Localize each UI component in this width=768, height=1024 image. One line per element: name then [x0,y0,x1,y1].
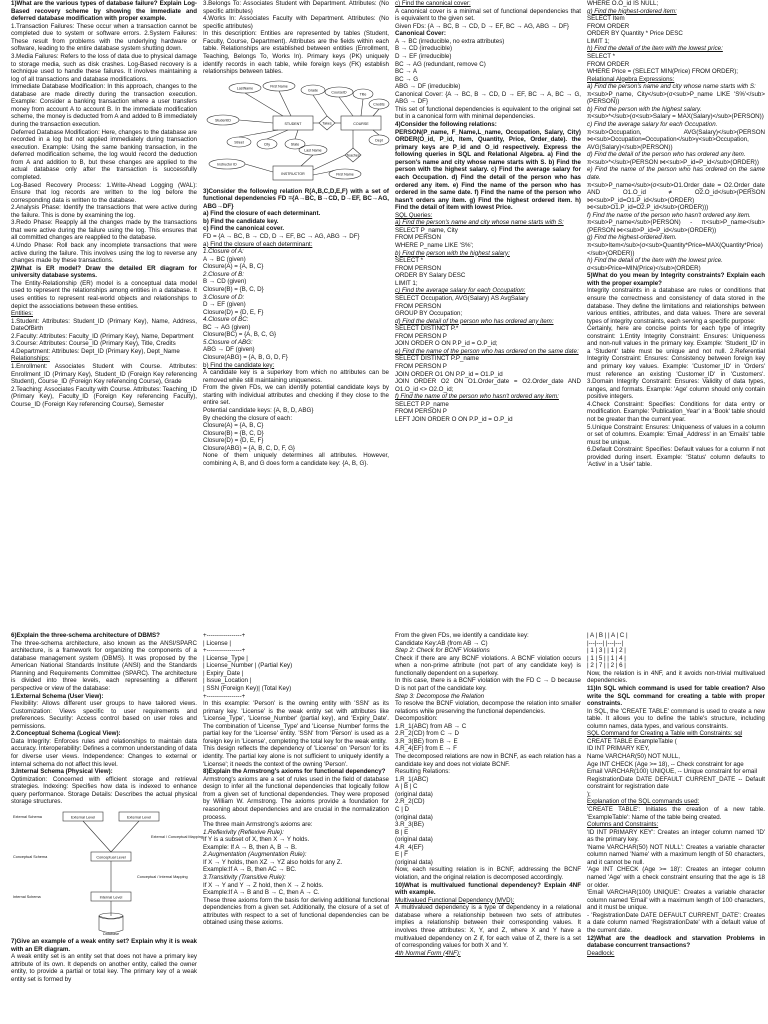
text-paragraph: 3.Transitivity (Transitive Rule): [203,874,286,881]
text-paragraph: b) Find the person with the highest salary: [395,249,510,257]
text-paragraph: b) Find the person with the highest salary. [587,105,702,113]
text-paragraph: Example: If A → B, then A, B → B. [203,843,297,851]
text-paragraph: | License_Type | [203,654,248,662]
bottom-page [0,632,768,1024]
text-paragraph: 5.Unique Constraint: Ensures: Uniqueness of values in a column or set of columns. Example: 'Email_Address' in an 'Emails' table must be unique. [587,423,765,446]
text-paragraph: The three-schema architecture, also known as the ANSI/SPARC architecture, is a framework for organizing the components of a database management system (DBMS). It was proposed by the American National Standards Institute (ANSI) and the Standards Planning and Requirements Committee (SPARC). The architecture is divided into three levels, each representing a different perspective or view of the database: [11,639,197,692]
er-label-attr-9: Credits [373,101,385,106]
er-label-attr-6: State [290,141,300,146]
text-paragraph: 5)What do you mean by Integrity constraints? Explain each with the proper example? [587,272,765,287]
text-paragraph: In this description: Entities are represented by tables (Student, Faculty, Course, Department). Attributes are the fields within each table. Relationships are established between entities (Enrollment, Teaching, Belongs To, Works In). Primary keys (PK) uniquely identify records in each table, while foreign keys (FK) establish relationships between tables. [203,30,389,76]
text-paragraph: The Entity-Relationship (ER) model is a conceptual data model used to represent the relationships among entities in a database. It uses entities to represent real-world objects and relationships to depict the associations between these entities. [11,279,197,310]
text-paragraph: Entities: [11,310,34,318]
text-paragraph: B | E [395,828,409,836]
text-paragraph: Canonical Cover: [395,30,446,38]
text-paragraph: π<sub>P_name</sub>(σ<sub>O1.Order_date = O2.Order_date AND O1.O_id ≠ O2.O_id</sub>(PERSON ⋈<sub>P_id=O1.P_id</sub>(ORDER) ⋈<sub>O1.P_id=O2.P_id</sub>(ORDER))) [587,181,765,212]
text-paragraph: Canonical Cover: {A → BC, B → CD, D → EF, BC → A, BC → G, ABG → DF} [395,90,581,106]
schema-label-ext-conc-mapping: External / Conceptual Mapping [151,834,203,839]
text-paragraph: A candidate key is a superkey from which no attributes can be removed while still maintaining uniqueness. [203,369,389,384]
er-label-attr-4: Street [234,139,244,144]
text-paragraph: h) Find the detail of the item with the lowest price: [587,45,723,53]
text-paragraph: 3.R_3(BE) [395,821,424,829]
text-paragraph: a) Find the person's name and city whose name starts with S: [395,219,564,227]
text-paragraph: Certainly, here are concise points for each type of integrity constraint: 1.Entity Integrity Constraint: Ensures: Uniqueness and non-null values in the primary key. Example: 'Student_ID' in a 'Student' table must be unique and not null. 2.Referential Integrity Constraint: Ensures: Consistency between foreign key and primary key values. Example: 'Customer_ID' in 'Orders' must reference an existing 'Customer_ID' in 'Customers'. 3.Domain Integrity Constraint: Ensures: Validity of data types, ranges, and formats. Example: 'Age' column should only contain positive integers. [587,325,765,401]
er-label-attr-10: Dept [375,137,383,142]
top-column-3 [392,0,584,630]
text-paragraph: SELECT * [587,52,616,60]
er-label-student: STUDENT [284,121,302,126]
text-paragraph: SELECT P.P_name [395,400,449,408]
er-label-attr-11: Instructor ID [217,161,237,166]
text-paragraph: 2.Faculty: Attributes: Faculty_ID (Primary Key), Name, Department [11,332,194,340]
text-paragraph: 1.Transaction Failures: These occur when a transaction cannot be completed due to system or software errors. 2.System Failures: These result from problems with the underlying hardware or software, leading to the entire database system shutting down. [11,22,197,53]
er-label-attr-3: StudentID [215,117,231,122]
text-paragraph: 11)In SQL which command is used for table creation? Also write the SQL command for creating a table with proper constraints. [587,684,765,708]
text-paragraph: 6.Default Constraint: Specifies: Default values for a column if not provided during insert. Example: 'Status' column defaults to 'Active' in a 'User' table. [587,446,765,469]
text-paragraph: FROM PERSON [395,234,442,242]
text-paragraph: Closure(D) = {D, E, F} [203,437,264,445]
text-paragraph: g) Find the highest-ordered item: [587,7,677,15]
bottom-column-2 [200,632,392,1024]
text-paragraph: 'Name VARCHAR(50) NOT NULL': Creates a variable character column named 'Name' with a maximum length of 50 characters, and it cannot be null. [587,843,765,866]
text-paragraph: 2.Closure of B: [203,270,244,278]
text-paragraph: (original data) [395,858,433,866]
text-paragraph: In this example: 'Person' is the owning entity with 'SSN' as its primary key. 'License' is the weak entity set with attributes like 'License_Type', 'License_Number' (partial key), and 'Expiry_Date'. The combination of 'License_Type' and 'License_Number' forms the partial key for the 'License' entity. 'SSN' from 'Person' is used as a foreign key in 'License', completing the total key for the weak entity. [203,700,389,745]
text-paragraph: 6)Explain the three-schema architecture of DBMS? [11,632,160,639]
text-paragraph: A | B | C [395,783,418,791]
text-paragraph: This design reflects the dependency of 'License' on 'Person' for its identity. The partial key alone is not sufficient to uniquely identify a 'License'; it needs the context of the owning 'Person'. [203,745,389,768]
text-paragraph: Example:If A → B, then AC → BC. [203,866,297,874]
text-paragraph: Columns and Constraints: [587,821,659,829]
text-paragraph: 4.Works In: Associates Faculty with Department. Attributes: (No specific attributes) [203,15,389,30]
text-paragraph: Relationships: [11,355,50,363]
text-paragraph: E | F [395,851,408,859]
text-paragraph: Armstrong's axioms are a set of rules used in the field of database design to infer all the functional dependencies that logically follow from a given set of functional dependencies. They were proposed by William W. Armstrong. The axioms provide a foundation for reasoning about dependencies and are crucial in the normalization process. [203,775,389,821]
text-paragraph: | 1 | 3 | | 1 | 2 | [587,647,626,655]
top-column-4 [584,0,768,630]
text-paragraph: 3.Course: Attributes: Course_ID (Primary Key), Title, Credits [11,340,176,348]
text-paragraph: +-----------------+ [203,647,246,655]
bottom-column-4 [584,632,768,1024]
text-paragraph: 7)Give an example of a weak entity set? Explain why it is weak with an ER diagram. [11,937,197,953]
text-paragraph: 3.Closure of D: [203,293,245,301]
text-paragraph: h) Find the detail of the item with the lowest price. [587,257,723,265]
text-paragraph: +-----------------+ [203,632,246,639]
er-label-attr-2: Grade [308,87,318,92]
text-paragraph: b) Find the candidate key. [203,217,279,225]
text-paragraph: e) Find the name of the person who has ordered on the same date: [395,347,579,355]
text-paragraph: SELECT * [395,257,424,265]
text-paragraph: 12)What are the deadlock and starvation Problems in database concurrent transactions? [587,934,765,950]
er-label-attr-1: First Name [270,83,288,88]
text-paragraph: 1.Student: Attributes: Student_ID (Primary Key), Name, Address, DateOfBirth [11,317,197,333]
schema-label-external-schema: External Schema [13,814,42,819]
text-paragraph: Step 3: Decompose the Relation [395,692,485,700]
er-label-attr-0: LastName [236,85,254,90]
text-paragraph: C | D [395,805,409,813]
text-paragraph: 2.R_2(CD) from C → D [395,730,459,738]
text-paragraph: Immediate Database Modification: In this approach, changes to the database are made directly during the transaction execution. Example: Consider a banking transaction where a user transfers money from account A to account B. In the immediate modification scheme, the money is deducted from A and added to B immediately during the transaction execution. [11,83,197,128]
text-paragraph: 3.R_3(BE) from B → E [395,737,458,745]
er-diagram [203,78,389,186]
text-paragraph: Closure(BC) = {A, B, C, G} [203,331,277,339]
text-paragraph: (original data) [395,836,433,844]
text-paragraph: Resulting Relations: [395,768,451,776]
text-paragraph: SELECT Occupation, AVG(Salary) AS AvgSalary [395,294,529,302]
er-label-attr-13: First Name [336,171,354,176]
bottom-column-1-text [11,632,197,806]
text-paragraph: Closure(B) = {B, C, D} [203,285,264,293]
text-paragraph: 3.Internal Schema (Physical View): [11,768,113,776]
text-paragraph: Name VARCHAR(50) NOT NULL, [587,753,680,760]
text-paragraph: 2.R_2(CD) [395,798,425,806]
text-paragraph: Log-Based Recovery Process: 1.Write-Ahead Logging (WAL): Ensure that log records are written to the log before the corresponding data is written to the database. [11,181,197,204]
text-paragraph: FROM PERSON P [395,332,447,340]
text-paragraph: BC → A [395,68,418,76]
text-paragraph: The three main Armstrong's axioms are: [203,821,313,829]
text-paragraph: The decomposed relations are now in BCNF, as each relation has a candidate key and does not violate BCNF. [395,753,581,768]
text-paragraph: (original data) [395,813,433,821]
schema-label-internal-level: Internal Level [99,895,123,900]
text-paragraph: If X → Y holds, then XZ → YZ also holds for any Z. [203,858,343,866]
text-paragraph: Given FDs: {A → BC, B → CD, D → EF, BC → AG, ABG → DF} [395,22,569,30]
text-paragraph: From the given FDs, we identify a candidate key: [395,632,529,639]
text-paragraph: 2)What is ER model? Draw the detailed ER diagram for university database systems. [11,264,197,280]
text-paragraph: LIMIT 1; [395,279,418,287]
text-paragraph: ORDER BY Quantity * Price DESC [587,30,683,38]
text-paragraph: - 'RegistrationDate DATE DEFAULT CURRENT_DATE': Creates a date column named 'RegistrationDate' with a default value of the current date. [587,911,765,934]
text-paragraph: A → BC (irreducible, no extra attributes) [395,37,505,45]
text-paragraph: Potential candidate keys: {A, B, D, ABG} [203,406,314,414]
text-paragraph: FROM PERSON [395,264,442,272]
text-paragraph: a) Find the person's name and city whose name starts with S: [587,83,756,91]
text-paragraph: FROM PERSON P [395,408,447,416]
text-paragraph: c) Find the canonical cover: [395,0,471,7]
text-paragraph: LEFT JOIN ORDER O ON P.P_id = O.P_id [395,415,513,423]
schema-label-external-level-1: External Level [70,815,96,820]
text-paragraph: Explanation of the SQL commands used: [587,798,700,806]
text-paragraph: | 1 | 5 | | 1 | 4 | [587,654,626,662]
text-paragraph: 1.Closure of A: [203,248,244,256]
text-paragraph: π<sub>P_name</sub>(PERSON) - π<sub>P_name</sub>(PERSON ⋈<sub>P_id=P_id</sub>(ORDER)) [587,219,765,234]
text-paragraph: ORDER BY Salary DESC [395,272,466,280]
bottom-column-3 [392,632,584,1024]
text-paragraph: CREATE TABLE ExampleTable ( [587,737,677,745]
text-paragraph: B → CD (irreducible) [395,45,453,53]
text-paragraph: 'ID INT PRIMARY KEY': Creates an integer column named 'ID' as the primary key. [587,828,765,844]
text-paragraph: g) Find the highest-ordered item. [587,234,677,242]
text-paragraph: FROM PERSON [395,302,442,310]
text-paragraph: d) Find the detail of the person who has ordered any item: [395,317,554,325]
text-paragraph: 4th Normal Form (4NF): [395,949,461,957]
text-paragraph: 'Email VARCHAR(100) UNIQUE': Creates a variable character column named 'Email' with a maximum length of 100 characters, and it must be unique. [587,889,765,912]
text-paragraph: In SQL, the 'CREATE TABLE' command is used to create a new table. It allows you to define the table's structure, including column names, data types, and various constraints. [587,707,765,730]
top-column-2-intro [203,0,389,76]
text-paragraph: |---|---| |---|---| [587,639,624,647]
text-paragraph: c) Find the average salary for each Occupation: [395,287,526,295]
text-paragraph: FROM PERSON P [395,363,447,370]
text-paragraph: FROM ORDER [587,22,630,30]
text-paragraph: SELECT P_name, City [395,226,458,234]
text-paragraph: c) Find the average salary for each Occupation. [587,121,718,128]
text-paragraph: π<sub>Item</sub>(σ<sub>Quantity*Price=MAX(Quantity*Price)</sub>(ORDER)) [587,242,763,257]
text-paragraph: 3.Belongs To: Associates Student with Department. Attributes: (No specific attributes) [203,0,389,15]
text-paragraph: PERSON(P_name, F_Name,L_name, Occupation, Salary, City) ORDER(O_id, P_id, Item, Quantity, Price, Order_date). the primary keys are P_id and O_id respectively. Express the following queries in SQL and Relational Algebra. a) Find the person's name and city whose name starts with S. b) Find the person with the highest salary. c) Find the average salary for each Occupation. d) Find the detail of the person who has ordered any item. e) Find the name of the person who has ordered in the same date. f) Find the name of the person who hasn't orders any item. g) Find the highest ordered item. h) Find the detail of item with lowest Price. [395,128,581,212]
text-paragraph: Now, the relation is in 4NF, and it avoids non-trivial multivalued dependencies. [587,669,765,685]
er-label-attr-5: City [263,141,271,146]
text-paragraph: 3.Redo Phase: Reapply all the changes made by the transactions that were active during the failure using the log. This ensures that all committed changes are reapplied to the database. [11,219,197,242]
text-paragraph: 1.R_1(ABC) from AB → C [395,722,467,730]
text-paragraph: f) Find the name of the person who hasn't ordered any item: [395,393,559,401]
text-paragraph: | License | [203,639,231,647]
text-paragraph: FD = {A → BC, B → CD, D → EF, BC → AG, ABG → DF} [203,233,360,240]
text-paragraph: 1.R_1(ABC) [395,775,429,783]
text-paragraph: If Y is a subset of X, then X → Y holds. [203,836,310,844]
text-paragraph: 4.R_4(EF) from E → F [395,745,457,753]
text-paragraph: 4.Undo Phase: Roll back any incomplete transactions that were active during the failure. This involves using the log to reverse any changes made by these transactions. [11,242,197,265]
text-paragraph: +-----------------+ [203,692,246,700]
text-paragraph: f) Find the name of the person who hasn't ordered any item. [587,211,751,219]
text-paragraph: Data Integrity: Enforces rules and relationships to maintain data accuracy. Interoperability: Defines a common understanding of data for diverse user views. Independence: Changes to external or internal schema do not affect this level. [11,737,197,768]
schema-label-conc-int-mapping: Conceptual / Internal Mapping [137,874,188,879]
text-paragraph: BC → AG (redundant, remove C) [395,60,486,68]
schema-label-conceptual-level: Conceptual Level [96,855,126,860]
text-paragraph: 8)Explain the Armstrong's axioms for functional dependency? [203,768,386,776]
text-paragraph: π<sub>*</sub>(PERSON ⋈<sub>P_id=P_id</sub>(ORDER)) [587,158,759,166]
bottom-column-1 [8,632,203,1024]
text-paragraph: 'CREATE TABLE': Initiates the creation of a new table. 'ExampleTable': Name of the table being created. [587,805,765,821]
bottom-column-1-weak-entity [11,938,197,983]
text-paragraph: Email VARCHAR(100) UNIQUE, -- Unique constraint for email [587,768,758,776]
text-paragraph: 4.Closure of BC: [203,316,249,324]
text-paragraph: From the given FDs, we can identify potential candidate keys by starting with individual attributes and checking if they close to the entire set. [203,384,389,407]
text-paragraph: 2.Analysis Phase: Identify the transactions that were active during the failure. This is done by examining the log. [11,204,197,219]
text-paragraph: Integrity constraints in a database are rules or conditions that ensure the correctness and consistency of data stored in the database. They define the limitations and relationships between various entities, attributes, and data values. There are several types of integrity constraints, each serving a specific purpose: [587,287,765,325]
text-paragraph: WHERE O.O_id IS NULL; [587,0,659,7]
text-paragraph: Closure(ABG) = {A, B, G, D, F} [203,354,288,361]
text-paragraph: To resolve the BCNF violation, decompose the relation into smaller relations while preserving the functional dependencies. [395,700,581,715]
top-column-2-fd [203,188,389,468]
text-paragraph: Relational Algebra Expressions: [587,75,675,83]
er-label-instructor: INSTRUCTOR [281,171,305,176]
text-paragraph: d) Find the detail of the person who has ordered any item. [587,151,746,159]
text-paragraph: FROM ORDER [587,60,630,68]
schema-label-conceptual-schema: Conceptual Schema [13,854,48,859]
text-paragraph: ); [587,790,591,798]
text-paragraph: | Issue_Location | [203,677,252,685]
text-paragraph: 10)What is multivalued functional dependency? Explain 4NF with example. [395,881,581,897]
text-paragraph: This set of functional dependencies is equivalent to the original set but in a canonical form with minimal dependencies. [395,105,581,121]
text-paragraph: Now, each resulting relation is in BCNF, addressing the BCNF violation, and the original relation is decomposed accordingly. [395,866,581,881]
text-paragraph: 2.Augmentation (Augmentation Rule): [203,851,307,859]
er-label-teaches: Teaches [346,153,360,158]
text-paragraph: 4.Check Constraint: Specifies: Conditions for data entry or modification. Example: 'Publication_Year' in a 'Book' table should not be greater than the current year. [587,400,765,423]
text-paragraph: JOIN ORDER O1 ON P.P_id = O1.P_id [395,370,503,378]
text-paragraph: π<sub>Occupation, AVG(Salary)</sub>(PERSON ⋈<sub>Occupation=Occupation</sub>γ<sub>Occupation, AVG(Salary)</sub>(PERSON)) [587,128,765,151]
text-paragraph: σ<sub>Price=MIN(Price)</sub>(ORDER) [587,264,701,272]
text-paragraph: ID INT PRIMARY KEY, [587,745,650,753]
text-paragraph: 4)Consider the following relations: [395,121,497,128]
top-column-1 [8,0,200,630]
text-paragraph: LIMIT 1; [587,37,610,45]
er-label-attr-12: Last Name [304,147,322,152]
text-paragraph: SQL Queries: [395,211,433,219]
text-paragraph: Deferred Database Modification: Here, changes to the database are recorded in a log but not applied immediately during transaction execution. Example: Using the same banking transaction, in the deferred modification scheme, the log would record the deduction from A and addition to B, but these changes are applied to the actual database only after the transaction is successfully completed. [11,128,197,181]
text-paragraph: ABG → DF (given) [203,346,255,354]
text-paragraph: Closure(B) = {B, C, D} [203,429,264,437]
text-paragraph: A canonical cover is a minimal set of functional dependencies that is equivalent to the given set. [395,7,581,23]
text-paragraph: (original data) [395,790,433,798]
text-paragraph: Closure(A) = {A, B, C} [203,263,264,271]
schema-label-internal-schema: Internal Schema [13,894,41,899]
text-paragraph: 5.Closure of ABG: [203,338,253,346]
text-paragraph: B → CD (given) [203,278,247,286]
text-paragraph: 'Age INT CHECK (Age >= 18)': Creates an integer column named 'Age' with a check constraint ensuring that the age is 18 or older. [587,866,765,889]
text-paragraph: b) Find the candidate key: [203,361,275,369]
text-paragraph: Deadlock: [587,949,615,957]
text-paragraph: SELECT Item [587,15,625,23]
text-paragraph: 2.Conceptual Schema (Logical View): [11,730,121,738]
text-paragraph: If X → Y and Y → Z hold, then X → Z holds. [203,881,324,889]
text-paragraph: SELECT DISTINCT P.* [395,325,459,333]
text-paragraph: Step 2: Check for BCNF Violations [395,647,490,655]
text-paragraph: c) Find the canonical cover. [203,225,285,233]
top-column-2 [200,0,392,630]
text-paragraph: These three axioms form the basis for deriving additional functional dependencies from a given set. Additionally, the closure of a set of attributes with respect to a set of functional dependencies can be obtained using these axioms. [203,896,389,927]
text-paragraph: ABG → DF (irreducible) [395,83,461,91]
text-paragraph: Closure(A) = {A, B, C} [203,422,264,430]
text-paragraph: π<sub>*</sub>(σ<sub>Salary = MAX(Salary)</sub>(PERSON)) [587,113,764,121]
text-paragraph: 1.Enrollment: Associates Student with Course. Attributes: Enrollment_ID (Primary Key), Student_ID (Foreign Key referencing Student), Course_ID (Foreign Key referencing Course), Grade [11,363,197,386]
text-paragraph: JOIN ORDER O2 ON O1.Order_date = O2.Order_date AND O1.O_id <> O2.O_id; [395,378,581,393]
text-paragraph: | Expiry_Date | [203,669,244,677]
text-paragraph: 4.Department: Attributes: Dept_ID (Primary Key), Dept_Name [11,347,180,355]
text-paragraph: WHERE P_name LIKE 'S%'; [395,242,474,249]
text-paragraph: In this case, there is a BCNF violation with the FD C → D because D is not part of the candidate key. [395,677,581,692]
text-paragraph: | License_Number | (Partial Key) [203,662,293,670]
text-paragraph: BC → AG (given) [203,323,251,331]
text-paragraph: Multivalued Functional Dependency (MVD): [395,896,515,904]
text-paragraph: 3.Media Failures: Refers to the loss of data due to physical damage to storage media, such as disk crashes. Log-Based recovery is a technique used to handle these failures. It involves maintaining a log of all transactions and database modifications. [11,52,197,83]
text-paragraph: Flexibility: Allows different user groups to have tailored views. Customization: Views specific to user requirements and preferences. Security: Access control based on user roles and permissions. [11,700,197,730]
text-paragraph: | SSN (Foreign Key)| (Total Key) [203,684,292,692]
text-paragraph: e) Find the name of the person who has ordered on the same date. [587,166,765,181]
text-paragraph: 1)What are the various types of database failure? Explain Log-Based recovery scheme by showing the immediate and deferred database modification with proper example. [11,0,197,23]
text-paragraph: | A | B | | A | C | [587,632,628,639]
text-paragraph: Closure(ABG) = {A, B, C, D, F, G} [203,444,295,452]
er-label-attr-8: Title [359,91,367,96]
er-label-course: COURSE [353,121,369,126]
text-paragraph: A → BC (given) [203,255,246,263]
text-paragraph: Example:If A → B and B → C, then A → C. [203,889,320,897]
text-paragraph: 2.Teaching: Associates Faculty with Course. Attributes: Teaching_ID (Primary Key), Faculty_ID (Foreign Key referencing Faculty), Course_ID (Foreign Key referencing Course), Semester [11,385,197,408]
text-paragraph: 3)Consider the following relation R(A,B,C,D,E,F) with a set of functional dependencies FD ={A→BC, B→CD, D→EF, BC→AG, ABG→DF} [203,187,389,210]
text-paragraph: D → EF (irreducible) [395,52,452,60]
text-paragraph: A weak entity set is an entity set that does not have a primary key attribute of its own. It depends on another entity, called the owner entity, to provide a partial or total key. The primary key of a weak entity set is formed by [11,953,197,983]
three-schema-diagram [11,808,203,936]
text-paragraph: BC → G [395,75,419,83]
text-paragraph: A multivalued dependency is a type of dependency in a relational database where a relationship between two sets of attributes implies a relationship between their corresponding values. It involves three attributes: X, Y, and Z, where X and Y have a multivalued dependency on Z if, for each value of Z, there is a set of corresponding values for both X and Y. [395,904,581,950]
text-paragraph: GROUP BY Occupation; [395,310,463,318]
text-paragraph: By checking the closure of each: [203,414,293,422]
text-paragraph: SQL Command for Creating a Table with Constraints: sql [587,730,743,738]
text-paragraph: Candidate Key:AB (from AB → C) [395,639,488,647]
text-paragraph: a) Find the closure of each determinant. [203,210,321,218]
text-paragraph: 1.Reflexivity (Reflexive Rule): [203,828,284,836]
text-paragraph: Age INT CHECK (Age >= 18), -- Check constraint for age [587,760,744,768]
text-paragraph: Optimization: Concerned with efficient storage and retrieval strategies. Indexing: Specifies how data is indexed to enhance query performance. Storage Details: Describes the actual physical storage structures. [11,775,197,806]
text-paragraph: Decomposition: [395,715,438,723]
text-paragraph: RegistrationDate DATE DEFAULT CURRENT_DATE -- Default constraint for registration date [587,775,765,791]
text-paragraph: | 2 | 7 | | 2 | 6 | [587,662,626,670]
text-paragraph: WHERE Price = (SELECT MIN(Price) FROM ORDER); [587,68,738,76]
text-paragraph: π<sub>P_name, City</sub>(σ<sub>P_name LIKE 'S%'</sub>(PERSON)) [587,90,765,106]
schema-label-database: Database [102,931,120,936]
er-label-takes: Takes [322,121,332,126]
er-label-attr-7: CourseID [331,89,347,94]
text-paragraph: D → EF (given) [203,301,246,309]
text-paragraph: None of them uniquely determines all attributes. However, combining A, B, and G does form a candidate key: {A, B, G}. [203,452,389,467]
text-paragraph: a) Find the closure of each determinant: [203,240,313,248]
text-paragraph: 1.External Schema (User View): [11,692,104,700]
schema-label-external-level-2: External Level [126,815,152,820]
text-paragraph: JOIN ORDER O ON P.P_id = O.P_id; [395,340,498,348]
text-paragraph: 4.R_4(EF) [395,843,424,851]
text-paragraph: SELECT DISTINCT P.P_name [395,355,479,363]
text-paragraph: Check if there are any BCNF violations. A BCNF violation occurs when a non-prime attribute (not part of any candidate key) is functionally dependent on a superkey. [395,654,581,677]
text-paragraph: Closure(D) = {D, E, F} [203,308,264,316]
